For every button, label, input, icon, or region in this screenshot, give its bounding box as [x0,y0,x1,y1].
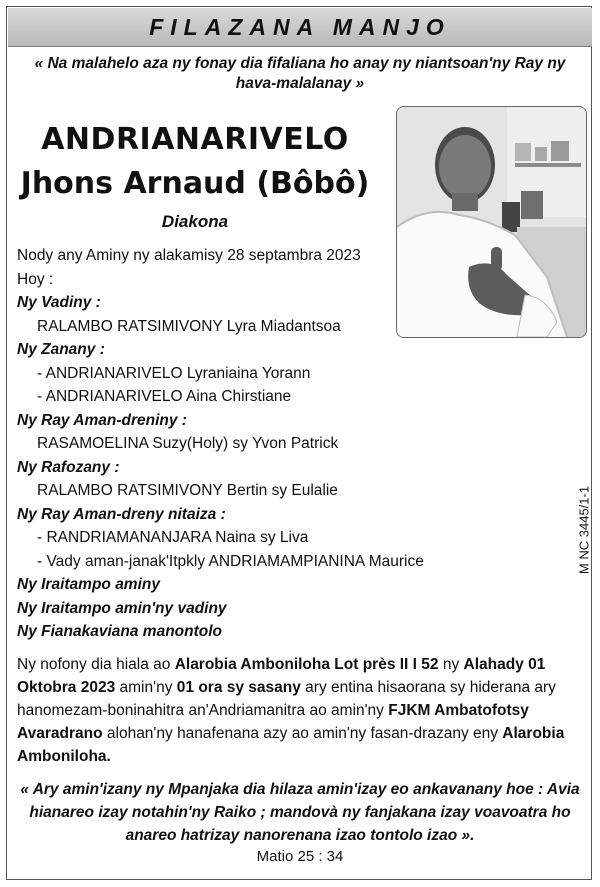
funeral-text: alohan'ny hanafenana azy ao amin'ny fasan-drazany eny [102,725,503,742]
family-member: - ANDRIANARIVELO Aina Chirstiane [37,388,292,405]
family-heading: Ny Iraitampo amin'ny vadiny [17,599,227,617]
family-member: - Vady aman-janak'Itpkly ANDRIAMAMPIANINA Maurice [37,552,424,570]
closing-quote: « Ary amin'izany ny Mpanjaka dia hilaza amin'izay eo ankavanany hoe : Avia hianareo izay notahin'ny Raiko ; mandovà ny fanjakana izay voavoatra ho anareo hatrizay nanorenana izao tontolo izao ». [20,781,580,844]
funeral-text: ary entina hisaorana sy hiderana ary hanomezam-boninahitra an'Andriamanitra ao amin'ny [17,679,556,719]
funeral-church: FJKM Ambatofotsy Avaradrano [17,702,529,742]
family-member: RALAMBO RATSIMIVONY Bertin sy Eulalie [37,482,338,499]
deceased-given-names: Jhons Arnaud (Bôbô) [20,166,370,201]
family-heading: Ny Iraitampo aminy [17,576,160,593]
funeral-text: Ny nofony dia hiala ao [17,656,175,673]
family-heading: Ny Fianakaviana manontolo [17,623,222,640]
family-heading: Ny Ray Aman-dreny nitaiza : [17,505,226,523]
reference-code-text: M NC 3445/1-1 [576,485,592,575]
funeral-time: 01 ora sy sasany [176,679,301,696]
family-member: RALAMBO RATSIMIVONY Lyra Miadantsoa [37,317,341,335]
funeral-location: Alarobia Amboniloha Lot près II I 52 [174,656,439,673]
family-heading: Ny Zanany : [17,341,105,358]
family-member: - ANDRIANARIVELO Lyraniaina Yorann [37,364,311,382]
bible-verse: Matio 25 : 34 [256,848,344,865]
opening-quote: « Na malahelo aza ny fonay dia fifaliana ho anay ny niantsoan'ny Ray ny hava-malalanay » [34,55,566,92]
family-member: - RANDRIAMANANJARA Naina sy Liva [37,529,309,546]
family-list [17,244,457,644]
family-heading: Ny Vadiny : [17,294,101,311]
reference-code [574,475,594,585]
hoy-text: Hoy : [17,270,54,288]
burial-place: Alarobia Amboniloha. [17,725,565,765]
family-heading: Ny Rafozany : [17,458,120,476]
funeral-text: ny [438,656,464,673]
family-heading: Ny Ray Aman-dreniny : [17,411,187,429]
header-title: FILAZANA MANJO [149,14,451,40]
family-member: RASAMOELINA Suzy(Holy) sy Yvon Patrick [37,435,339,452]
funeral-paragraph [17,653,587,768]
announcement-text: Nody any Aminy ny alakamisy 28 septambra 2023 [17,247,361,264]
header-banner [8,8,592,47]
deceased-surname: ANDRIANARIVELO [41,122,349,157]
funeral-text: amin'ny [115,679,177,696]
funeral-date: Alahady 01 Oktobra 2023 [17,656,546,696]
deceased-title: Diakona [161,212,229,231]
